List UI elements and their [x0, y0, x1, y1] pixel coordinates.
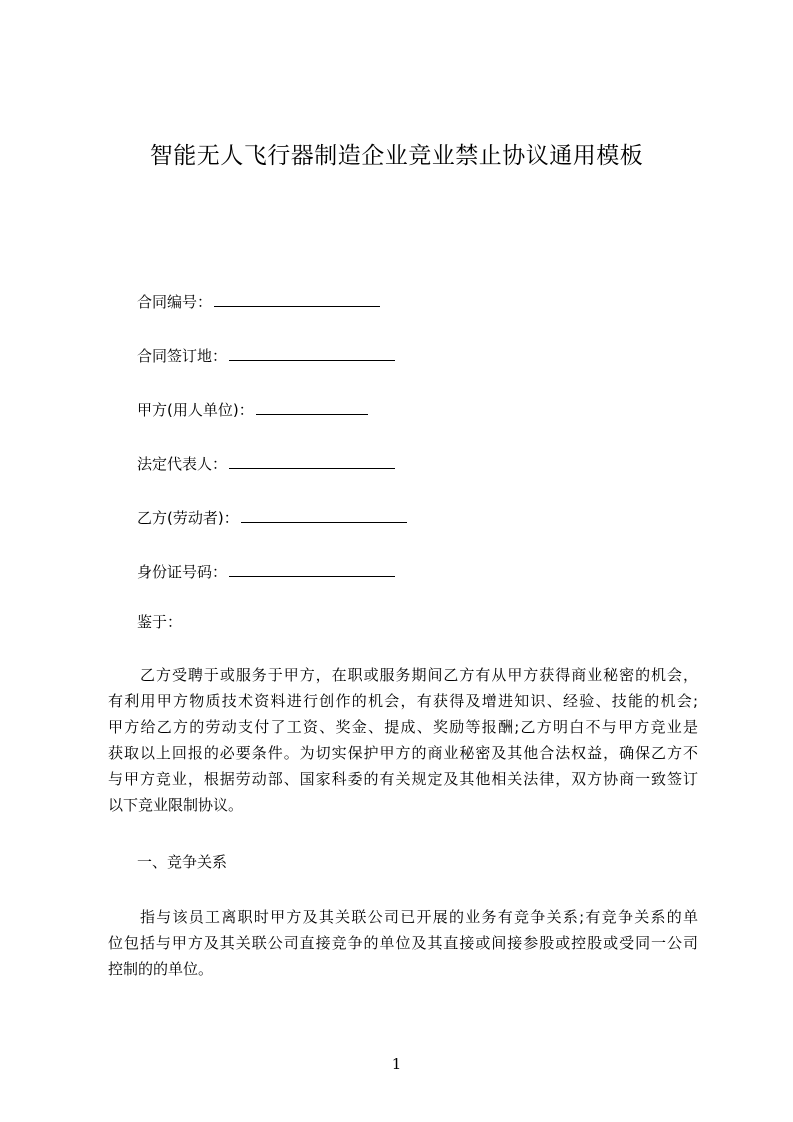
fill-in-blank[interactable]: [229, 346, 395, 361]
field-label: 身份证号码：: [137, 563, 228, 581]
field-legal-representative: [137, 454, 395, 474]
paragraph-line: 位包括与甲方及其关联公司直接竞争的单位及其直接或间接参股或控股或受同一公司: [108, 934, 698, 952]
paragraph-line: 获取以上回报的必要条件。为切实保护甲方的商业秘密及其他合法权益，确保乙方不: [108, 744, 698, 762]
document-title: 智能无人飞行器制造企业竞业禁止协议通用模板: [149, 143, 644, 169]
fill-in-blank[interactable]: [256, 400, 368, 415]
field-label: 法定代表人：: [137, 455, 228, 473]
whereas-label: 鉴于：: [137, 613, 183, 631]
field-party-b: [137, 508, 407, 528]
fill-in-blank[interactable]: [241, 508, 407, 523]
paragraph-line: 指与该员工离职时甲方及其关联公司已开展的业务有竞争关系;有竞争关系的单: [140, 908, 698, 926]
fill-in-blank[interactable]: [229, 454, 395, 469]
whereas-paragraph: [108, 662, 698, 818]
fill-in-blank[interactable]: [229, 562, 395, 577]
field-signing-place: [137, 346, 395, 366]
paragraph-line: 有利用甲方物质技术资料进行创作的机会，有获得及增进知识、经验、技能的机会;: [108, 692, 698, 710]
paragraph-line: 以下竞业限制协议。: [108, 796, 244, 814]
paragraph-line: 与甲方竞业，根据劳动部、国家科委的有关规定及其他相关法律，双方协商一致签订: [108, 770, 698, 788]
section-heading: 一、竞争关系: [137, 853, 228, 871]
field-party-a: [137, 400, 368, 420]
section-paragraph: [108, 904, 698, 982]
paragraph-line: 乙方受聘于或服务于甲方，在职或服务期间乙方有从甲方获得商业秘密的机会，: [140, 666, 698, 684]
field-label: 甲方(用人单位)：: [137, 401, 254, 419]
page-number: 1: [391, 1055, 402, 1073]
field-id-number: [137, 562, 395, 582]
fill-in-blank[interactable]: [214, 292, 380, 307]
field-label: 合同签订地：: [137, 347, 228, 365]
paragraph-line: 甲方给乙方的劳动支付了工资、奖金、提成、奖励等报酬;乙方明白不与甲方竞业是: [108, 718, 698, 736]
field-label: 乙方(劳动者)：: [137, 509, 239, 527]
field-label: 合同编号：: [137, 293, 213, 311]
paragraph-line: 控制的的单位。: [108, 960, 214, 978]
field-contract-number: [137, 292, 380, 312]
